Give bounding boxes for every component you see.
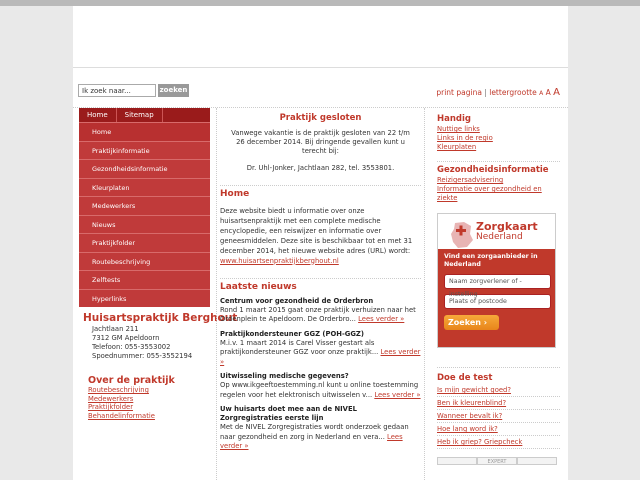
practice-name: Huisartspraktijk Berghout [83, 312, 238, 324]
gezondheid-link-info[interactable]: Informatie over gezondheid en ziekte [437, 185, 542, 202]
news-item [220, 330, 421, 368]
zorgkaart-label: Vind een zorgaanbieder in Nederland [444, 253, 538, 268]
widget-tab[interactable] [437, 457, 477, 465]
test-title: Doe de test [437, 373, 493, 383]
news-item-text [220, 339, 421, 368]
test-section [437, 367, 560, 465]
over-link-medewerkers[interactable]: Medewerkers [88, 394, 134, 403]
news-item [220, 405, 421, 452]
page-container [73, 6, 568, 480]
zorgkaart-subtitle: Nederland [476, 232, 523, 242]
right-column [437, 108, 560, 465]
widget-tab[interactable] [517, 457, 557, 465]
news-item [220, 297, 421, 325]
news-item-text [220, 381, 421, 400]
home-body: Deze website biedt u informatie over onze huisartsenpraktijk met een complete medische encyclopedie, een reiswijzer en informatie over geneesmiddelen. Deze site is beschikbaar tot en met 31 december 2014, het nieuwe website adres (URL) wordt: [220, 206, 413, 255]
widget-tab-expert[interactable]: EXPERT [477, 457, 517, 465]
test-link-kleurenblind[interactable]: Ben ik kleurenblind? [437, 397, 560, 410]
news-item [220, 372, 421, 400]
nav-item-gezondheidsinformatie[interactable]: Gezondheidsinformatie [79, 159, 210, 178]
practice-phone: Telefoon: 055-3553002 [92, 343, 171, 351]
font-size-label: lettergrootte [489, 88, 537, 97]
over-title: Over de praktijk [88, 375, 175, 386]
practice-address [79, 312, 238, 361]
news-item-title: Praktijkondersteuner GGZ (POH-GGZ) [220, 329, 364, 338]
news-item-body: M.i.v. 1 maart 2014 is Carel Visser gestart als praktijkondersteuner GGZ voor onze praktijk... [220, 338, 379, 357]
left-column [79, 108, 238, 420]
over-link-behandel[interactable]: Behandelinformatie [88, 411, 155, 420]
handig-section [437, 108, 560, 152]
zorgkaart-title: Zorgkaart [476, 220, 538, 233]
nav-item-hyperlinks[interactable]: Hyperlinks [79, 289, 210, 308]
font-small-button[interactable]: A [539, 90, 544, 97]
test-link-griep[interactable]: Heb ik griep? Griepcheck [437, 436, 560, 449]
practice-emergency: Spoednummer: 055-3552194 [92, 352, 193, 360]
notice-title: Praktijk gesloten [279, 113, 362, 123]
news-item-title: Uitwisseling medische gegevens? [220, 372, 349, 381]
practice-city: 7312 GM Apeldoorn [92, 334, 160, 342]
zorgkaart-search-button[interactable] [444, 315, 499, 330]
read-more-link[interactable]: Lees verder » [220, 432, 403, 451]
news-item-text [220, 423, 421, 452]
zorgkaart-button-label: Zoeken [448, 318, 481, 327]
practice-street: Jachtlaan 211 [92, 325, 139, 333]
gezondheid-title: Gezondheidsinformatie [437, 165, 549, 175]
print-link[interactable]: print pagina [436, 88, 482, 97]
main-column [216, 108, 425, 480]
notice-text: Vanwege vakantie is de praktijk gesloten van 22 t/m 26 december 2014. Bij dringende gevallen kunt u terecht bij: [231, 129, 410, 156]
over-section [79, 375, 210, 420]
test-link-lengte[interactable]: Hoe lang word ik? [437, 423, 560, 436]
search-input[interactable] [78, 84, 156, 97]
utility-bar [73, 68, 568, 108]
new-site-link[interactable]: www.huisartsenpraktijkberghout.nl [220, 256, 339, 265]
handig-link-kleurplaten[interactable]: Kleurplaten [437, 143, 477, 151]
header-banner [73, 6, 568, 68]
read-more-link[interactable]: Lees verder » [374, 390, 421, 399]
widget-tabs [437, 457, 560, 465]
test-link-gewicht[interactable]: Is mijn gewicht goed? [437, 384, 560, 397]
news-item-text [220, 306, 421, 325]
tab-sitemap[interactable]: Sitemap [117, 108, 163, 122]
news-item-title: Centrum voor gezondheid de Orderbron [220, 296, 374, 305]
handig-link-regio[interactable]: Links in de regio [437, 134, 493, 142]
over-link-folder[interactable]: Praktijkfolder [88, 403, 133, 411]
news-item-title: Uw huisarts doet mee aan de NIVEL Zorgregistraties eerste lijn [220, 405, 357, 423]
arrow-right-icon: › [483, 318, 488, 327]
nav-header [79, 108, 210, 122]
gezondheid-link-reis[interactable]: Reizigersadvisering [437, 176, 504, 184]
news-item-body: Met de NIVEL Zorgregistraties wordt onderzoek gedaan naar gezondheid en zorg in Nederland en vera... [220, 423, 409, 441]
news-item-body: Op www.ikgeeftoestemming.nl kunt u online toestemming regelen voor het elektronisch uitwisselen v... [220, 381, 419, 399]
handig-title: Handig [437, 114, 471, 124]
zorgverlener-input[interactable]: Naam zorgverlener of - [444, 274, 551, 289]
tab-home[interactable]: Home [79, 108, 117, 122]
read-more-link[interactable]: Lees verder » [220, 348, 421, 366]
nav-item-medewerkers[interactable]: Medewerkers [79, 196, 210, 215]
read-more-link[interactable]: Lees verder » [358, 315, 405, 324]
notice-contact: Dr. Uhl-Jonker, Jachtlaan 282, tel. 3553801. [246, 163, 395, 172]
search-button[interactable]: zoeken [158, 84, 189, 97]
home-title: Home [220, 185, 421, 199]
zorgkaart-search-box [438, 249, 555, 347]
nav-item-praktijkfolder[interactable]: Praktijkfolder [79, 233, 210, 252]
gezondheid-section [437, 161, 560, 203]
nav-item-praktijkinformatie[interactable]: Praktijkinformatie [79, 141, 210, 160]
zorgkaart-widget [437, 213, 556, 348]
font-large-button[interactable]: A [553, 87, 560, 98]
test-link-bevallen[interactable]: Wanneer bevalt ik? [437, 410, 560, 423]
nav-item-zelftests[interactable]: Zelftests [79, 270, 210, 289]
over-link-route[interactable]: Routebeschrijving [88, 386, 149, 394]
news-title: Laatste nieuws [220, 278, 421, 292]
handig-link-nuttig[interactable]: Nuttige links [437, 125, 480, 133]
postcode-input[interactable]: Plaats of postcode [444, 294, 551, 309]
nav-item-home[interactable]: Home [79, 122, 210, 141]
tools-separator: | [484, 88, 487, 97]
nav-item-nieuws[interactable]: Nieuws [79, 215, 210, 234]
font-medium-button[interactable]: A [545, 88, 551, 97]
page-tools [436, 87, 560, 98]
home-text [220, 206, 421, 266]
nav-item-kleurplaten[interactable]: Kleurplaten [79, 178, 210, 197]
news-item-body: Rond 1 maart 2015 gaat onze praktijk verhuizen naar het Ordenplein te Apeldoorn. De Orderbro... [220, 305, 416, 324]
netherlands-map-icon [446, 220, 476, 250]
nav-item-routebeschrijving[interactable]: Routebeschrijving [79, 252, 210, 271]
